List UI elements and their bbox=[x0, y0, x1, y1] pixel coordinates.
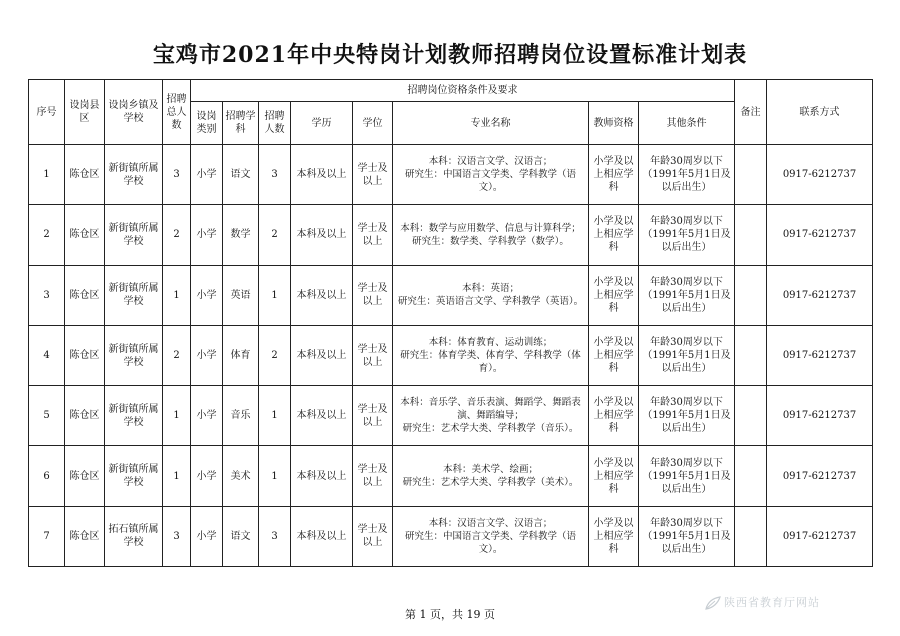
cell-cert: 小学及以上相应学科 bbox=[589, 325, 639, 385]
major-postgrad: 研究生：中国语言文学类、学科教学（语文）。 bbox=[404, 169, 576, 194]
cell-remark bbox=[735, 506, 767, 566]
cell-contact: 0917-6212737 bbox=[767, 446, 873, 506]
cell-level: 小学 bbox=[191, 446, 223, 506]
cell-remark bbox=[735, 265, 767, 325]
cell-school: 拓石镇所属学校 bbox=[105, 506, 163, 566]
cell-contact: 0917-6212737 bbox=[767, 145, 873, 205]
cell-cert: 小学及以上相应学科 bbox=[589, 386, 639, 446]
cell-seq: 6 bbox=[29, 446, 65, 506]
cell-total: 3 bbox=[163, 145, 191, 205]
cell-total: 1 bbox=[163, 446, 191, 506]
cell-edu: 本科及以上 bbox=[291, 265, 353, 325]
cell-contact: 0917-6212737 bbox=[767, 205, 873, 265]
major-undergrad: 本科：美术学、绘画； bbox=[442, 464, 538, 476]
cell-edu: 本科及以上 bbox=[291, 145, 353, 205]
page-title: 宝鸡市2021年中央特岗计划教师招聘岗位设置标准计划表 bbox=[152, 42, 748, 68]
cell-school: 新街镇所属学校 bbox=[105, 446, 163, 506]
cell-seq: 5 bbox=[29, 386, 65, 446]
cell-major bbox=[393, 386, 589, 446]
cell-school: 新街镇所属学校 bbox=[105, 145, 163, 205]
cell-county: 陈仓区 bbox=[65, 205, 105, 265]
cell-total: 2 bbox=[163, 205, 191, 265]
cell-other: 年龄30周岁以下（1991年5月1日及以后出生） bbox=[639, 506, 735, 566]
cell-edu: 本科及以上 bbox=[291, 325, 353, 385]
cell-seq: 4 bbox=[29, 325, 65, 385]
cell-remark bbox=[735, 145, 767, 205]
cell-major bbox=[393, 265, 589, 325]
cell-remark bbox=[735, 446, 767, 506]
cell-contact: 0917-6212737 bbox=[767, 325, 873, 385]
cell-cert: 小学及以上相应学科 bbox=[589, 145, 639, 205]
cell-seq: 2 bbox=[29, 205, 65, 265]
cell-subject: 体育 bbox=[223, 325, 259, 385]
cell-count: 2 bbox=[259, 205, 291, 265]
cell-contact: 0917-6212737 bbox=[767, 386, 873, 446]
table-row bbox=[29, 386, 873, 446]
header-major: 专业名称 bbox=[393, 102, 589, 145]
header-count: 招聘人数 bbox=[259, 102, 291, 145]
cell-total: 1 bbox=[163, 386, 191, 446]
cell-subject: 美术 bbox=[223, 446, 259, 506]
cell-county: 陈仓区 bbox=[65, 446, 105, 506]
cell-subject: 语文 bbox=[223, 145, 259, 205]
cell-edu: 本科及以上 bbox=[291, 446, 353, 506]
cell-subject: 语文 bbox=[223, 506, 259, 566]
cell-county: 陈仓区 bbox=[65, 325, 105, 385]
cell-school: 新街镇所属学校 bbox=[105, 205, 163, 265]
cell-other: 年龄30周岁以下（1991年5月1日及以后出生） bbox=[639, 386, 735, 446]
table-row bbox=[29, 506, 873, 566]
page-footer: 第 1 页，共 19 页 bbox=[405, 608, 495, 621]
major-undergrad: 本科：数学与应用数学、信息与计算科学； bbox=[400, 222, 581, 234]
cell-major bbox=[393, 506, 589, 566]
header-other: 其他条件 bbox=[639, 102, 735, 145]
cell-school: 新街镇所属学校 bbox=[105, 325, 163, 385]
cell-total: 2 bbox=[163, 325, 191, 385]
table-row bbox=[29, 446, 873, 506]
cell-other: 年龄30周岁以下（1991年5月1日及以后出生） bbox=[639, 145, 735, 205]
major-postgrad: 研究生：艺术学大类、学科教学（美术）。 bbox=[402, 477, 579, 489]
cell-major bbox=[393, 145, 589, 205]
header-county: 设岗县区 bbox=[65, 80, 105, 145]
cell-contact: 0917-6212737 bbox=[767, 506, 873, 566]
cell-edu: 本科及以上 bbox=[291, 506, 353, 566]
cell-count: 1 bbox=[259, 265, 291, 325]
cell-count: 3 bbox=[259, 506, 291, 566]
header-school: 设岗乡镇及学校 bbox=[105, 80, 163, 145]
cell-other: 年龄30周岁以下（1991年5月1日及以后出生） bbox=[639, 265, 735, 325]
cell-other: 年龄30周岁以下（1991年5月1日及以后出生） bbox=[639, 446, 735, 506]
cell-county: 陈仓区 bbox=[65, 145, 105, 205]
header-group: 招聘岗位资格条件及要求 bbox=[191, 80, 735, 102]
cell-remark bbox=[735, 205, 767, 265]
cell-seq: 1 bbox=[29, 145, 65, 205]
major-undergrad: 本科：体育教育、运动训练； bbox=[428, 337, 553, 349]
cell-level: 小学 bbox=[191, 145, 223, 205]
cell-edu: 本科及以上 bbox=[291, 386, 353, 446]
watermark bbox=[704, 594, 820, 611]
cell-degree: 学士及以上 bbox=[353, 446, 393, 506]
major-undergrad: 本科：汉语言文学、汉语言； bbox=[428, 517, 553, 529]
table-row bbox=[29, 205, 873, 265]
cell-degree: 学士及以上 bbox=[353, 506, 393, 566]
major-postgrad: 研究生：体育学类、体育学、学科教学（体育）。 bbox=[400, 350, 581, 375]
header-subject: 招聘学科 bbox=[223, 102, 259, 145]
cell-cert: 小学及以上相应学科 bbox=[589, 265, 639, 325]
header-cert: 教师资格 bbox=[589, 102, 639, 145]
major-postgrad: 研究生：艺术学大类、学科教学（音乐）。 bbox=[402, 423, 579, 435]
major-postgrad: 研究生：英语语言文学、学科教学（英语）。 bbox=[397, 296, 584, 308]
cell-cert: 小学及以上相应学科 bbox=[589, 506, 639, 566]
cell-degree: 学士及以上 bbox=[353, 325, 393, 385]
cell-total: 3 bbox=[163, 506, 191, 566]
cell-count: 2 bbox=[259, 325, 291, 385]
cell-seq: 3 bbox=[29, 265, 65, 325]
cell-cert: 小学及以上相应学科 bbox=[589, 205, 639, 265]
cell-degree: 学士及以上 bbox=[353, 265, 393, 325]
major-postgrad: 研究生：中国语言文学类、学科教学（语文）。 bbox=[404, 530, 576, 555]
cell-count: 1 bbox=[259, 386, 291, 446]
cell-school: 新街镇所属学校 bbox=[105, 386, 163, 446]
header-edu: 学历 bbox=[291, 102, 353, 145]
cell-major bbox=[393, 205, 589, 265]
cell-county: 陈仓区 bbox=[65, 386, 105, 446]
major-undergrad: 本科：汉语言文学、汉语言； bbox=[428, 156, 553, 168]
cell-level: 小学 bbox=[191, 205, 223, 265]
cell-edu: 本科及以上 bbox=[291, 205, 353, 265]
cell-remark bbox=[735, 325, 767, 385]
cell-degree: 学士及以上 bbox=[353, 386, 393, 446]
major-postgrad: 研究生：数学类、学科教学（数学）。 bbox=[412, 235, 569, 247]
cell-other: 年龄30周岁以下（1991年5月1日及以后出生） bbox=[639, 325, 735, 385]
header-degree: 学位 bbox=[353, 102, 393, 145]
cell-cert: 小学及以上相应学科 bbox=[589, 446, 639, 506]
cell-contact: 0917-6212737 bbox=[767, 265, 873, 325]
cell-degree: 学士及以上 bbox=[353, 145, 393, 205]
cell-seq: 7 bbox=[29, 506, 65, 566]
cell-subject: 数学 bbox=[223, 205, 259, 265]
header-total: 招聘总人数 bbox=[163, 80, 191, 145]
leaf-logo-icon bbox=[704, 595, 722, 611]
cell-school: 新街镇所属学校 bbox=[105, 265, 163, 325]
cell-level: 小学 bbox=[191, 265, 223, 325]
table-row bbox=[29, 145, 873, 205]
cell-count: 1 bbox=[259, 446, 291, 506]
cell-degree: 学士及以上 bbox=[353, 205, 393, 265]
cell-total: 1 bbox=[163, 265, 191, 325]
major-undergrad: 本科：音乐学、音乐表演、舞蹈学、舞蹈表演、舞蹈编导； bbox=[400, 397, 581, 422]
cell-level: 小学 bbox=[191, 506, 223, 566]
cell-other: 年龄30周岁以下（1991年5月1日及以后出生） bbox=[639, 205, 735, 265]
cell-remark bbox=[735, 386, 767, 446]
cell-subject: 音乐 bbox=[223, 386, 259, 446]
header-seq: 序号 bbox=[29, 80, 65, 145]
cell-major bbox=[393, 446, 589, 506]
header-level: 设岗类别 bbox=[191, 102, 223, 145]
cell-subject: 英语 bbox=[223, 265, 259, 325]
table-row bbox=[29, 325, 873, 385]
recruitment-table bbox=[28, 79, 873, 567]
major-undergrad: 本科：英语； bbox=[461, 283, 519, 295]
cell-level: 小学 bbox=[191, 325, 223, 385]
table-row bbox=[29, 265, 873, 325]
header-contact: 联系方式 bbox=[767, 80, 873, 145]
header-remark: 备注 bbox=[735, 80, 767, 145]
cell-level: 小学 bbox=[191, 386, 223, 446]
cell-county: 陈仓区 bbox=[65, 506, 105, 566]
cell-count: 3 bbox=[259, 145, 291, 205]
cell-major bbox=[393, 325, 589, 385]
cell-county: 陈仓区 bbox=[65, 265, 105, 325]
watermark-text: 陕西省教育厅网站 bbox=[724, 596, 820, 609]
